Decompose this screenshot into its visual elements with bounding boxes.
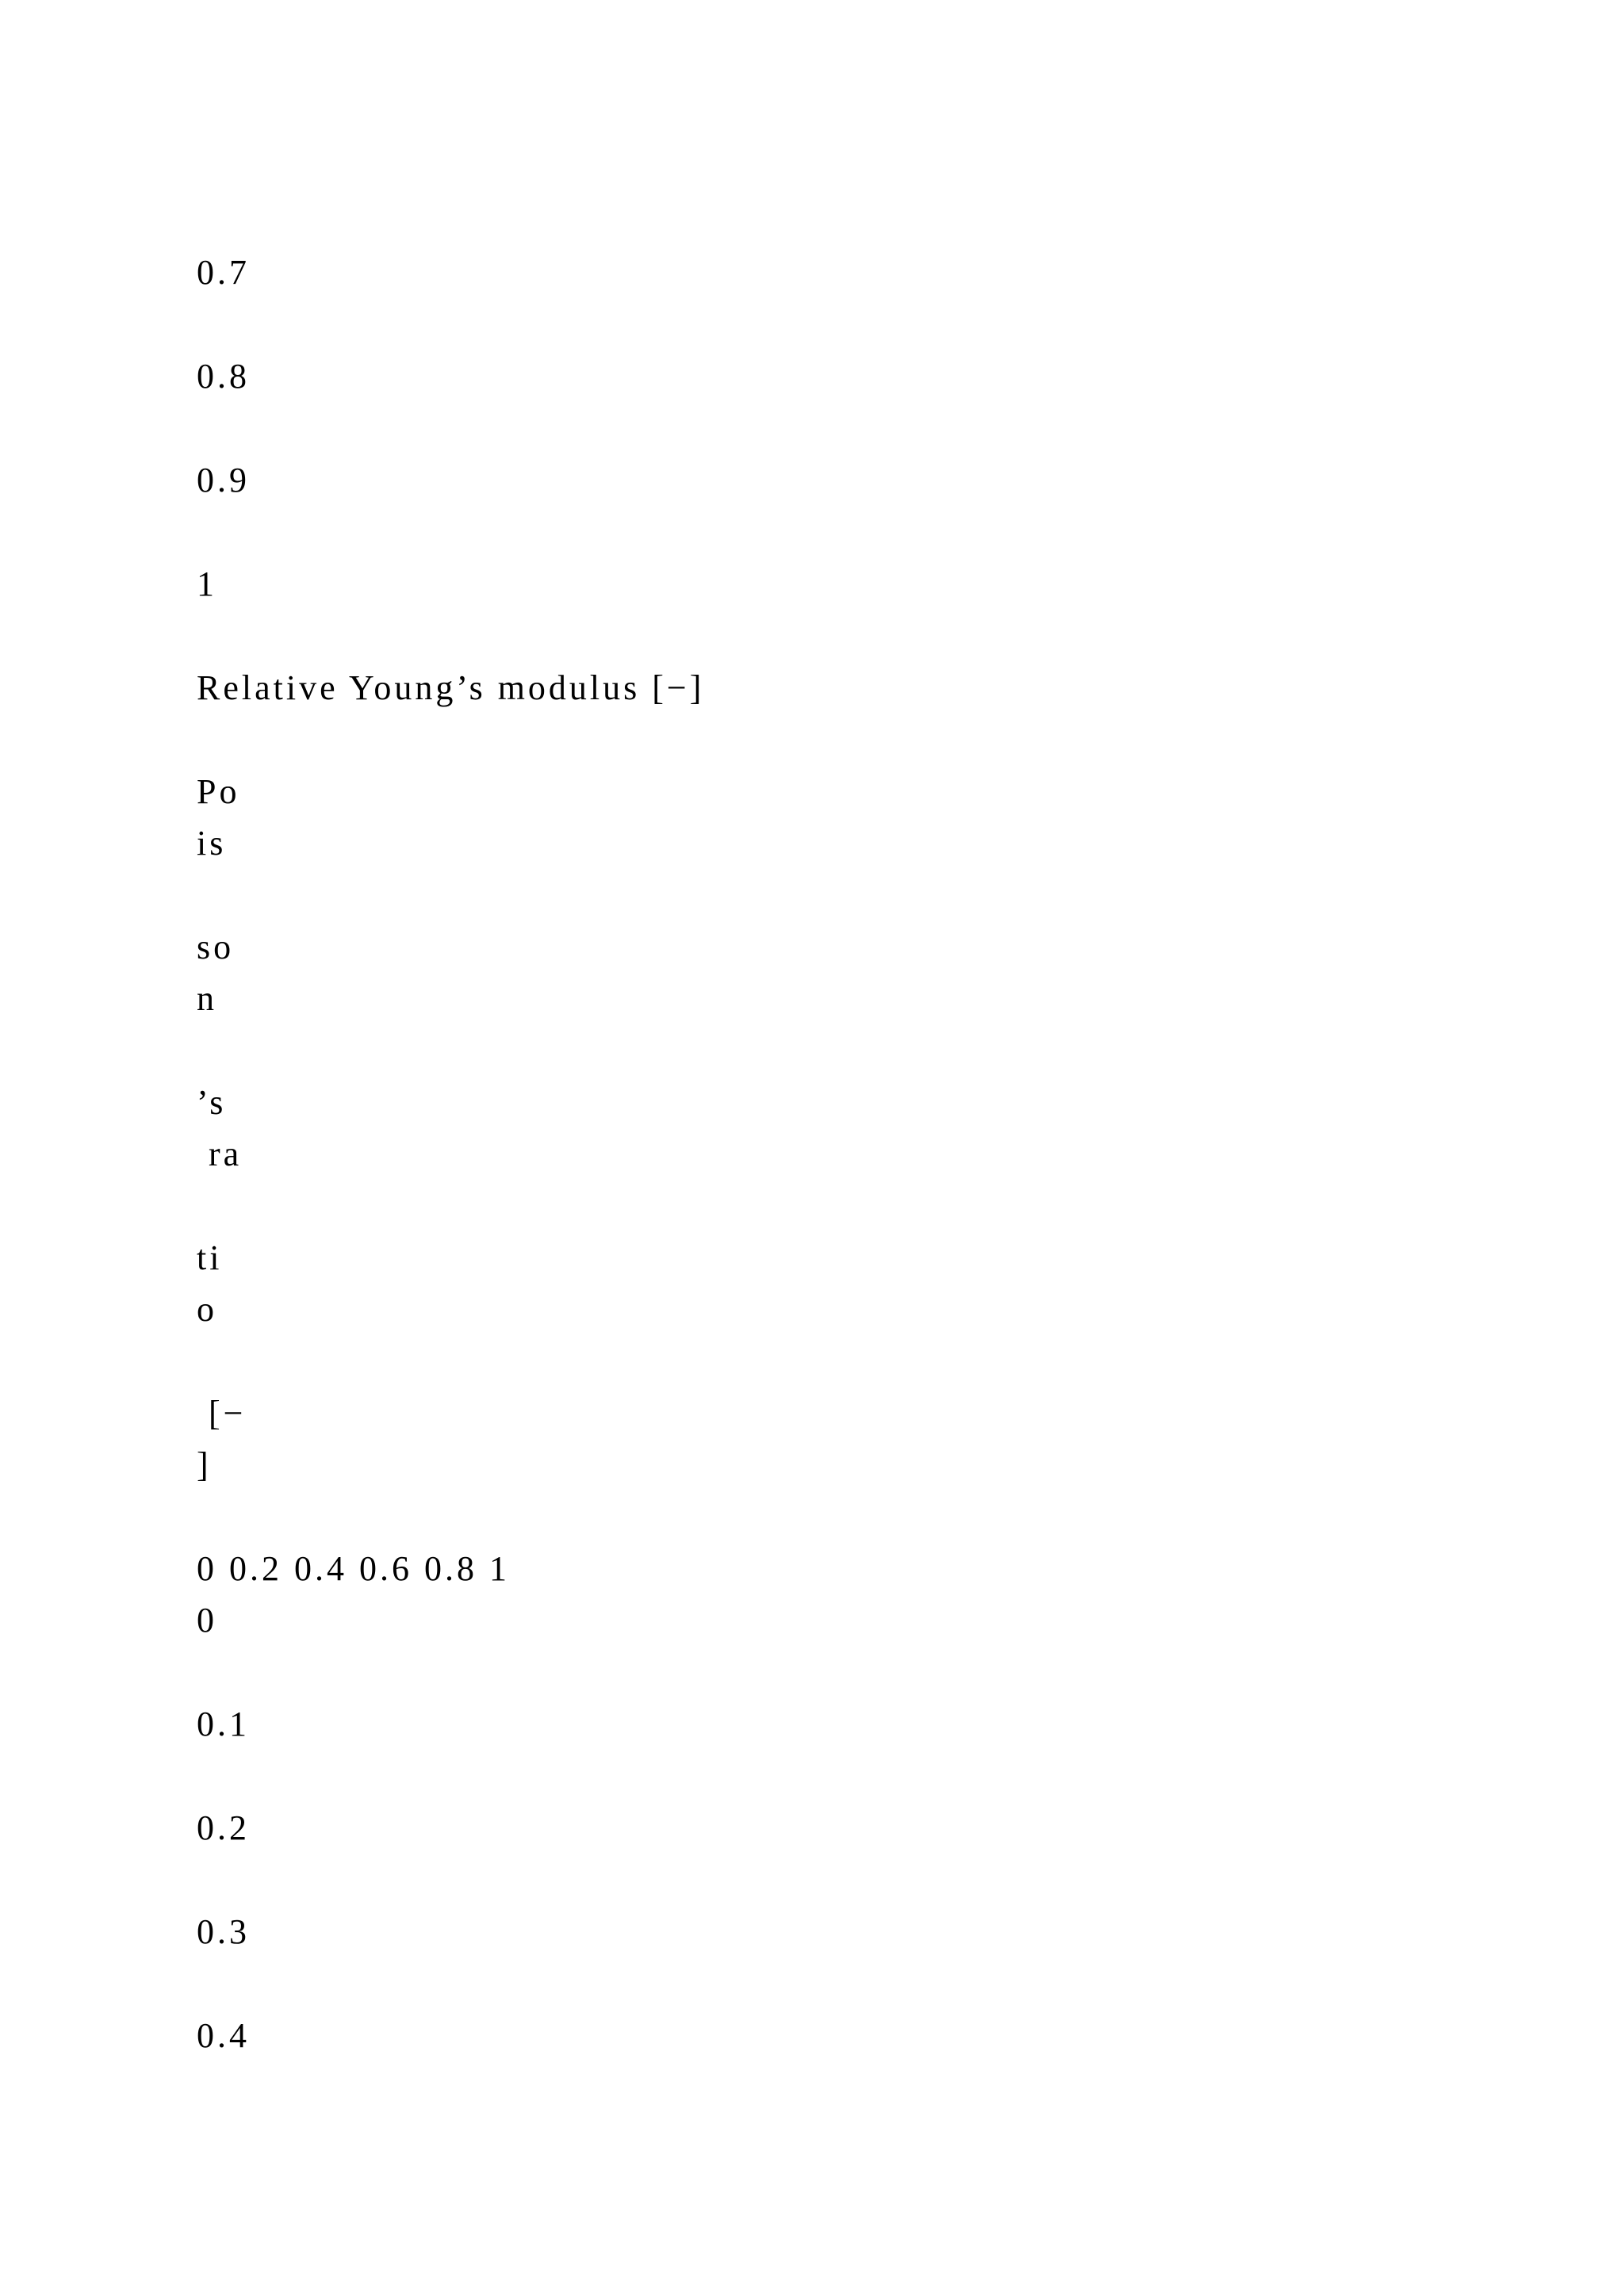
text-line: 0.4	[197, 2016, 250, 2055]
text-line: is	[197, 824, 227, 863]
text-line: ]	[197, 1445, 212, 1484]
text-line: Po	[197, 772, 240, 811]
text-line: ’s	[197, 1083, 227, 1122]
text-line: 0.2	[197, 1808, 250, 1847]
text-line: 0.7	[197, 253, 250, 292]
text-line: 0.3	[197, 1912, 250, 1951]
text-line: ra	[197, 1135, 243, 1173]
text-line: so	[197, 928, 235, 966]
text-line: o	[197, 1290, 217, 1329]
text-line: 0.1	[197, 1705, 250, 1743]
text-line: 1	[197, 564, 217, 603]
text-line: 0.9	[197, 461, 250, 499]
text-line: ti	[197, 1238, 223, 1277]
text-line: [−	[197, 1394, 247, 1433]
text-line: 0 0.2 0.4 0.6 0.8 1	[197, 1549, 510, 1588]
text-line: n	[197, 979, 217, 1018]
text-line: 0.8	[197, 357, 250, 396]
text-line: Relative Young’s modulus [−]	[197, 668, 705, 707]
text-line: 0	[197, 1601, 217, 1640]
